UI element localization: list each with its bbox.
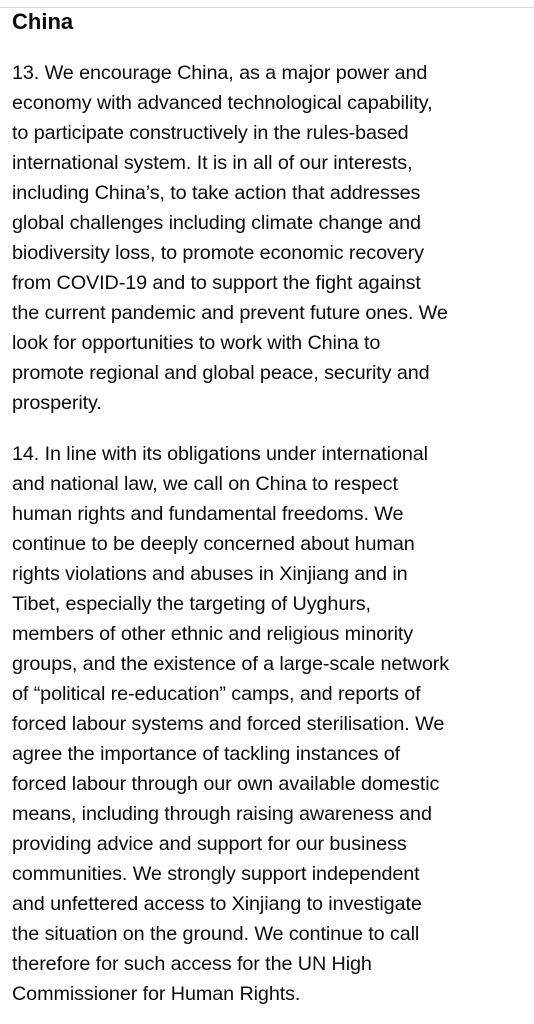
paragraph-line: means, including through raising awareness and: [12, 803, 432, 825]
paragraph-line: groups, and the existence of a large-scale network: [12, 653, 450, 675]
paragraph-line: of “political re-education” camps, and reports of: [12, 683, 421, 705]
paragraph-line: continue to be deeply concerned about human: [12, 533, 415, 555]
paragraph-line: agree the importance of tackling instances of: [12, 743, 401, 765]
paragraph-line: rights violations and abuses in Xinjiang and in: [12, 563, 408, 585]
paragraph-line: including China’s, to take action that addresses: [12, 182, 421, 204]
paragraph-line: international system. It is in all of our interests,: [12, 152, 413, 174]
paragraph-line: biodiversity loss, to promote economic recovery: [12, 242, 424, 264]
paragraph-14: [12, 439, 528, 1009]
paragraph-line: 14. In line with its obligations under international: [12, 443, 428, 465]
paragraph-line: 13. We encourage China, as a major power and: [12, 62, 428, 84]
paragraph-line: to participate constructively in the rules-based: [12, 122, 409, 144]
paragraph-line: from COVID-19 and to support the fight against: [12, 272, 421, 294]
paragraph-line: providing advice and support for our business: [12, 833, 407, 855]
paragraph-line: Commissioner for Human Rights.: [12, 983, 301, 1005]
paragraph-line: the current pandemic and prevent future ones. We: [12, 302, 448, 324]
paragraph-line: economy with advanced technological capability,: [12, 92, 433, 114]
paragraph-line: prosperity.: [12, 392, 102, 414]
paragraph-line: therefore for such access for the UN High: [12, 953, 372, 975]
paragraph-line: and national law, we call on China to respect: [12, 473, 398, 495]
paragraph-line: look for opportunities to work with China to: [12, 332, 381, 354]
paragraph-line: promote regional and global peace, security and: [12, 362, 430, 384]
paragraph-line: communities. We strongly support independent: [12, 863, 420, 885]
paragraph-line: global challenges including climate change and: [12, 212, 421, 234]
paragraph-line: and unfettered access to Xinjiang to investigate: [12, 893, 422, 915]
paragraph-line: the situation on the ground. We continue to call: [12, 923, 420, 945]
paragraph-13: [12, 58, 528, 418]
paragraph-line: members of other ethnic and religious minority: [12, 623, 414, 645]
document-body: [12, 6, 528, 1005]
paragraph-line: forced labour through our own available domestic: [12, 773, 440, 795]
paragraph-line: Tibet, especially the targeting of Uyghurs,: [12, 593, 371, 615]
paragraph-line: human rights and fundamental freedoms. We: [12, 503, 404, 525]
section-heading: China: [12, 9, 74, 34]
paragraph-line: forced labour systems and forced sterilisation. We: [12, 713, 445, 735]
